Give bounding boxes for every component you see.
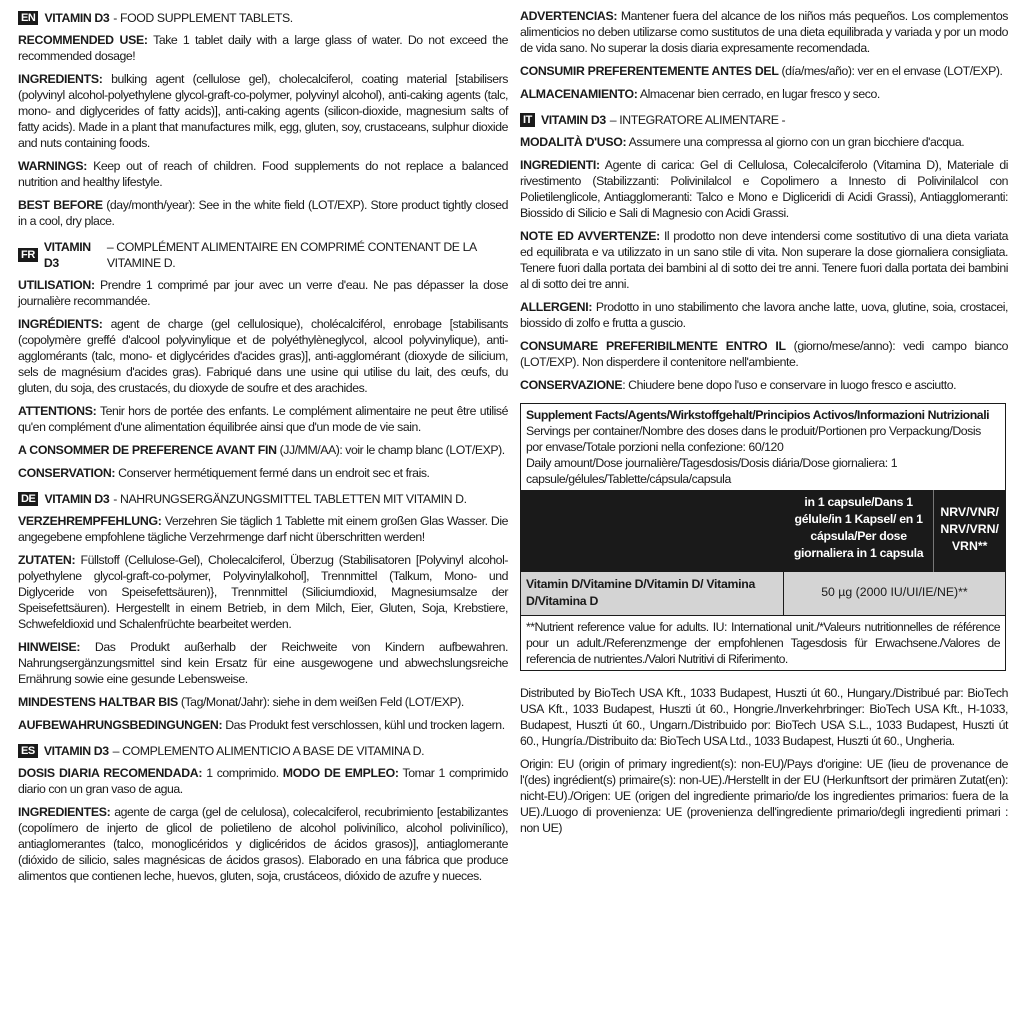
fr-label: UTILISATION: — [18, 278, 95, 292]
es-label: ALMACENAMIENTO: — [520, 87, 638, 101]
it-label: ALLERGENI: — [520, 300, 593, 314]
fr-paragraph — [18, 465, 508, 481]
es-label: ADVERTENCIAS: — [520, 9, 618, 23]
de-label: HINWEISE: — [18, 640, 81, 654]
es-label: INGREDIENTES: — [18, 805, 111, 819]
en-label: WARNINGS: — [18, 159, 88, 173]
section-header-de — [18, 491, 508, 507]
supplement-facts-table — [520, 403, 1006, 671]
it-text: (giorno/mese/anno): vedi campo bianco (LOT/EXP). Non disperdere il contenitore nell'ambiente. — [520, 339, 1008, 369]
product-title-fr: VITAMIN D3 — [43, 240, 91, 270]
product-subtitle-de: - NAHRUNGSERGÄNZUNGSMITTEL TABLETTEN MIT VITAMIN D. — [113, 492, 467, 506]
section-de — [18, 491, 508, 733]
it-label: CONSERVAZIONE — [520, 378, 623, 392]
es-text: (día/mes/año): ver en el envase (LOT/EXP). — [778, 64, 1003, 78]
it-paragraph — [520, 299, 1008, 331]
facts-footnote: **Nutrient reference value for adults. IU: International unit./*Valeurs nutritionnelles de référence pour un adult./Referenzmenge der empfohlenen Tagesdosis für Erwachsene./Valores de referencia de nutrientes./Valori Nutritivi di Riferimento. — [526, 620, 1000, 666]
de-paragraph — [18, 552, 508, 632]
facts-servings: Servings per container/Nombre des doses dans le produit/Portionen pro Verpackung/Dosis por envase/Totale porzioni nella confezione: 60/120 — [526, 424, 981, 454]
lang-badge-en: EN — [18, 11, 38, 25]
section-es-continued — [520, 8, 1008, 102]
es-label: MODO DE EMPLEO: — [282, 766, 399, 780]
product-title-de: VITAMIN D3 — [44, 492, 110, 506]
facts-header-row — [521, 490, 1005, 572]
fr-label: A CONSOMMER DE PREFERENCE AVANT FIN — [18, 443, 277, 457]
es-text: Mantener fuera del alcance de los niños más pequeños. Los complementos alimenticios no deben utilizarse como sustitutos de una dieta equilibrada y variada y por un modo de vida sano. No superar la dosis diaria expresamente recomendada. — [520, 9, 1008, 55]
facts-daily-amount: Daily amount/Dose journalière/Tagesdosis/Dosis diária/Dose giornaliera: 1 capsule/gélules/Tablette/cápsula/capsula — [526, 456, 898, 486]
de-text: Das Produkt fest verschlossen, kühl und trocken lagern. — [222, 718, 505, 732]
es-text: Tomar 1 comprimido diario con un gran vaso de agua. — [18, 766, 508, 796]
lang-badge-fr: FR — [18, 248, 38, 262]
es-ingredients-paragraph — [18, 804, 508, 884]
it-text: Assumere una compressa al giorno con un gran bicchiere d'acqua. — [626, 135, 965, 149]
en-label: INGREDIENTS: — [18, 72, 103, 86]
facts-caption — [521, 404, 1005, 490]
fr-text: Conserver hermétiquement fermé dans un endroit sec et frais. — [115, 466, 430, 480]
section-header-fr — [18, 239, 508, 271]
en-text: Take 1 tablet daily with a large glass of water. Do not exceed the recommended dosage! — [18, 33, 508, 63]
section-it — [520, 112, 1008, 393]
lang-badge-it: IT — [520, 113, 535, 127]
it-label: NOTE ED AVVERTENZE: — [520, 229, 660, 243]
right-column — [520, 8, 1008, 843]
en-text: (day/month/year): See in the white field (LOT/EXP). Store product tightly closed in a cool, dry place. — [18, 198, 508, 228]
en-label: RECOMMENDED USE: — [18, 33, 148, 47]
fr-paragraph — [18, 403, 508, 435]
de-paragraph — [18, 639, 508, 687]
it-paragraph — [520, 338, 1008, 370]
facts-title: Supplement Facts/Agents/Wirkstoffgehalt/Principios Activos/Informazioni Nutrizionali — [526, 408, 990, 422]
en-text: Keep out of reach of children. Food supplements do not replace a balanced nutrition and healthy lifestyle. — [18, 159, 508, 189]
de-label: MINDESTENS HALTBAR BIS — [18, 695, 178, 709]
it-paragraph — [520, 228, 1008, 292]
es-paragraph — [520, 86, 1008, 102]
de-label: VERZEHREMPFEHLUNG: — [18, 514, 162, 528]
product-title-es: VITAMIN D3 — [43, 744, 109, 758]
section-en — [18, 10, 508, 229]
fr-label: ATTENTIONS: — [18, 404, 97, 418]
product-subtitle-en: - FOOD SUPPLEMENT TABLETS. — [113, 11, 293, 25]
facts-row-name: Vitamin D/Vitamine D/Vitamin D/ Vitamina D/Vitamina D — [521, 572, 784, 615]
es-text: Almacenar bien cerrado, en lugar fresco y seco. — [637, 87, 880, 101]
it-paragraph — [520, 377, 1008, 393]
section-header-it — [520, 112, 1008, 128]
es-text: 1 comprimido. — [202, 766, 283, 780]
section-header-es — [18, 743, 508, 759]
it-label: INGREDIENTI: — [520, 158, 600, 172]
fr-text: agent de charge (gel cellulosique), cholécalciférol, enrobage [stabilisants (copolymère greffé d'alcool polyvinylique et de polyéthylèneglycol, alcool polyvinylique), anti-agglomérants (talc, mono- et diglycérides d'acides gras)], anti-agglomérant (dioxyde de silicium, sels de magnésium d'acides gras). Fabriqué dans une usine qui utilise du lait, des œufs, du gluten, du soja, des crustacés, du dioxyde de soufre et des arachides. — [18, 317, 508, 395]
distribution-block — [520, 685, 1008, 836]
product-subtitle-it: – INTEGRATORE ALIMENTARE - — [609, 113, 786, 127]
fr-paragraph — [18, 277, 508, 309]
en-paragraph — [18, 197, 508, 229]
lang-badge-es: ES — [18, 744, 38, 758]
de-text: Verzehren Sie täglich 1 Tablette mit einem großen Glas Wasser. Die angegebene empfohlene tägliche Verzehrmenge darf nicht überschritten werden! — [18, 514, 508, 544]
fr-paragraph — [18, 442, 508, 458]
facts-header-nrv: NRV/VNR/ NRV/VRN/ VRN** — [933, 490, 1005, 572]
de-label: AUFBEWAHRUNGSBEDINGUNGEN: — [18, 718, 223, 732]
es-paragraph — [520, 8, 1008, 56]
de-text: Füllstoff (Cellulose-Gel), Cholecalciferol, Überzug (Stabilisatoren [Polyvinyl alcohol-polyethylene glycol-graft-co-polymer, Polyvinylalkohol], Trennmittel (Talkum, Mono- und Diglyceride von Speisefettsäuren)}, Trennmittel (Siliciumdioxid, Magnesiumsalze der Speisefettsäuren). Hergestellt in einem Betrieb, in dem Milch, Eier, Gluten, Soja, Krebstiere, Schwefeldioxid und Schalenfrüchte bearbeitet werden. — [18, 553, 508, 631]
it-label: MODALITÀ D'USO: — [520, 135, 627, 149]
section-fr — [18, 239, 508, 481]
fr-text: (JJ/MM/AA): voir le champ blanc (LOT/EXP). — [276, 443, 505, 457]
en-paragraph — [18, 71, 508, 151]
it-paragraph — [520, 134, 1008, 150]
en-label: BEST BEFORE — [18, 198, 103, 212]
fr-text: Tenir hors de portée des enfants. Le complément alimentaire ne peut être utilisé qu'en complément d'une alimentation équilibrée ainsi que d'un mode de vie sain. — [18, 404, 508, 434]
facts-row-vitamin-d — [521, 572, 1005, 616]
it-text: : Chiudere bene dopo l'uso e conservare in luogo fresco e asciutto. — [622, 378, 957, 392]
product-subtitle-es: – COMPLEMENTO ALIMENTICIO A BASE DE VITAMINA D. — [112, 744, 425, 758]
fr-label: INGRÉDIENTS: — [18, 317, 103, 331]
es-paragraph — [520, 63, 1008, 79]
facts-row-value: 50 µg (2000 IU/UI/IE/NE)** — [821, 585, 968, 599]
en-paragraph — [18, 158, 508, 190]
product-title-en: VITAMIN D3 — [44, 11, 110, 25]
it-text: Prodotto in uno stabilimento che lavora anche latte, uova, glutine, soia, crostacei, biossido di zolfo e frutta a guscio. — [520, 300, 1008, 330]
de-paragraph — [18, 694, 508, 710]
distributor-text: Distributed by BioTech USA Kft., 1033 Budapest, Huszti út 60., Hungary./Distribué par: BioTech USA Kft., 1033 Budapest, Huszti út 60., Hongrie./Inverkehrbringer: BioTech USA Kft., H-1033, Budapest, Huszti út 60., Ungarn./Distribuido por: BioTech USA S.L., 1033 Budapest, Huszti út 60., Hungría./Distribuito da: BioTech USA Ltd., 1033 Budapest, Huszti út 60., Ungheria. — [520, 686, 1008, 748]
section-es — [18, 743, 508, 884]
it-paragraph — [520, 157, 1008, 221]
en-text: bulking agent (cellulose gel), cholecalciferol, coating material [stabilisers (polyvinyl alcohol-polyethylene glycol-graft-co-polymer, polyvinyl alcohol), anti-caking agents (talc, mono- and diglycerides of fatty acids)], anti-caking agents (silicon-dioxide, magnesium salts of fatty acids). Made in a plant that manufactures milk, egg, gluten, soy, crustaceans, sulphur dioxide and nuts containing foods. — [18, 72, 508, 150]
product-title-it: VITAMIN D3 — [540, 113, 606, 127]
de-text: Das Produkt außerhalb der Reichweite von Kindern aufbewahren. Nahrungsergänzungsmittel sind kein Ersatz für eine ausgewogene und abwechslungsreiche Ernährung sowie eine gesunde Lebensweise. — [18, 640, 508, 686]
it-label: CONSUMARE PREFERIBILMENTE ENTRO IL — [520, 339, 786, 353]
fr-label: CONSERVATION: — [18, 466, 116, 480]
en-paragraph — [18, 32, 508, 64]
fr-paragraph — [18, 316, 508, 396]
fr-text: Prendre 1 comprimé par jour avec un verre d'eau. Ne pas dépasser la dose journalière recommandée. — [18, 278, 508, 308]
es-text: agente de carga (gel de celulosa), colecalciferol, recubrimiento [estabilizantes (copolímero de injerto de glicol de polietileno de alcohol polivinílico, alcohol polivinílico), antiaglomerantes (talco, monoglicéridos y diglicéridos de ácidos grasos)], antiaglomerante (dióxido de silicio, sales magnésicas de ácidos grasos). Elaborado en una fábrica que produce alimentos que contienen leche, huevos, gluten, soja, crustáceos, dióxido de azufre y nueces. — [18, 805, 508, 883]
facts-header-empty — [521, 490, 784, 572]
facts-header-amount: in 1 capsule/Dans 1 gélule/in 1 Kapsel/ en 1 cápsula/Per dose giornaliera in 1 capsula — [793, 495, 924, 560]
origin-text: Origin: EU (origin of primary ingredient(s): non-EU)/Pays d'origine: UE (lieu de provenance de l'(des) ingrédient(s) primaire(s): non-UE)./Herstellt in der EU (Herkunftsort der primären Zutat(en): nicht-EU)./Origen: UE (origen del ingrediente primario/de los ingredientes primarios: fuera de la UE)./Luogo di provenienza: UE (provenienza dell'ingrediente primario/degli ingredienti primari : non UE) — [520, 757, 1008, 835]
section-header-en — [18, 10, 508, 26]
de-paragraph — [18, 513, 508, 545]
es-label: CONSUMIR PREFERENTEMENTE ANTES DEL — [520, 64, 779, 78]
left-column — [18, 10, 508, 894]
it-text: Agente di carica: Gel di Cellulosa, Colecalciferolo (Vitamina D), Materiale di rivestimento (Stabilizzanti: Polivinilalcol e Copolimero a Innesto di Polivinilalcol con Polietilenglicole, Antiagglomeranti: Talco e Mono e Digliceridi di Acidi Grassi), Antiagglomeranti: Biossido di Silicio e Sali di Magnesio con Acidi Grassi. — [520, 158, 1008, 220]
es-dose-paragraph — [18, 765, 508, 797]
it-text: Il prodotto non deve intendersi come sostitutivo di una dieta variata ed equilibrata e va utilizzato in un sano stile di vita. Non superare la dose giornaliera consigliata. Tenere fuori dalla portata dei bambini al di sotto dei tre anni. Tenere fuori dalla portata dei bambini al di sotto dei tre anni. — [520, 229, 1008, 291]
de-label: ZUTATEN: — [18, 553, 76, 567]
de-text: (Tag/Monat/Jahr): siehe in dem weißen Feld (LOT/EXP). — [177, 695, 464, 709]
lang-badge-de: DE — [18, 492, 38, 506]
es-label: DOSIS DIARIA RECOMENDADA: — [18, 766, 203, 780]
de-paragraph — [18, 717, 508, 733]
product-subtitle-fr: – COMPLÉMENT ALIMENTAIRE EN COMPRIMÉ CONTENANT DE LA VITAMINE D. — [106, 240, 477, 270]
